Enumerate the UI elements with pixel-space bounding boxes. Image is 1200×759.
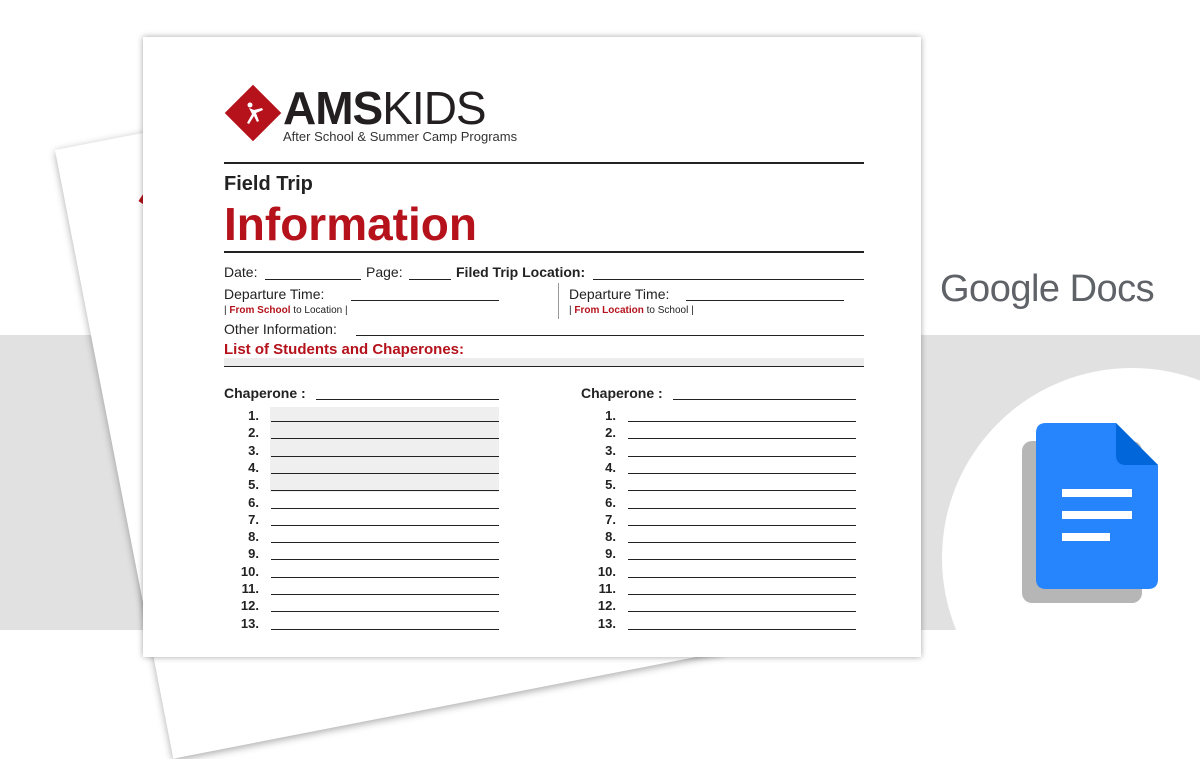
student-row bbox=[582, 425, 842, 442]
student-name-field[interactable] bbox=[271, 421, 499, 422]
student-row bbox=[225, 495, 485, 512]
student-name-field[interactable] bbox=[271, 473, 499, 474]
student-name-field[interactable] bbox=[271, 508, 499, 509]
student-name-field[interactable] bbox=[628, 421, 856, 422]
row-number: 5. bbox=[248, 477, 259, 493]
student-row bbox=[225, 581, 485, 598]
student-row bbox=[225, 616, 485, 633]
document-sheet bbox=[143, 37, 921, 657]
row-number: 10. bbox=[597, 563, 616, 579]
divider bbox=[224, 251, 864, 253]
row-number: 8. bbox=[605, 529, 616, 545]
section-band bbox=[224, 358, 864, 366]
student-row bbox=[225, 425, 485, 442]
row-number: 12. bbox=[240, 598, 259, 614]
to-school-text: to School bbox=[646, 305, 689, 316]
row-number: 3. bbox=[248, 442, 259, 458]
row-number: 7. bbox=[248, 511, 259, 527]
student-name-field[interactable] bbox=[628, 611, 856, 612]
student-row bbox=[582, 495, 842, 512]
chaperone-field-left[interactable] bbox=[316, 399, 499, 400]
student-name-field[interactable] bbox=[628, 577, 856, 578]
chaperone-label-left: Chaperone : bbox=[224, 385, 306, 401]
vertical-separator bbox=[558, 283, 559, 319]
departure-field-right[interactable] bbox=[686, 300, 844, 301]
student-name-field[interactable] bbox=[271, 542, 499, 543]
departure-label-left: Departure Time: bbox=[224, 286, 325, 302]
student-name-field[interactable] bbox=[628, 438, 856, 439]
row-number: 2. bbox=[605, 425, 616, 441]
departure-field-left[interactable] bbox=[351, 300, 499, 301]
date-label: Date: bbox=[224, 264, 258, 280]
from-school-text: From School bbox=[229, 305, 291, 316]
student-row bbox=[582, 581, 842, 598]
student-row bbox=[225, 477, 485, 494]
row-number: 11. bbox=[241, 581, 259, 596]
student-row bbox=[582, 408, 842, 425]
student-name-field[interactable] bbox=[271, 525, 499, 526]
student-row bbox=[582, 546, 842, 563]
row-number: 9. bbox=[605, 546, 616, 562]
section-title: List of Students and Chaperones: bbox=[224, 341, 465, 358]
student-name-field[interactable] bbox=[628, 456, 856, 457]
student-name-field[interactable] bbox=[271, 456, 499, 457]
student-row bbox=[582, 443, 842, 460]
location-label: Filed Trip Location: bbox=[456, 264, 586, 280]
student-name-field[interactable] bbox=[628, 490, 856, 491]
row-number: 4. bbox=[248, 459, 259, 475]
student-row bbox=[225, 443, 485, 460]
departure-note-right: | From Location to School | bbox=[569, 305, 694, 316]
other-info-label: Other Information: bbox=[224, 321, 337, 337]
to-location-text: to Location bbox=[293, 305, 343, 316]
location-field[interactable] bbox=[593, 279, 864, 280]
student-name-field[interactable] bbox=[628, 525, 856, 526]
student-row bbox=[582, 529, 842, 546]
doc-title-line1: Field Trip bbox=[224, 173, 313, 195]
chaperone-label-right: Chaperone : bbox=[581, 385, 663, 401]
student-name-field[interactable] bbox=[271, 594, 499, 595]
student-name-field[interactable] bbox=[628, 542, 856, 543]
departure-note-left: | From School to Location | bbox=[224, 305, 348, 316]
row-number: 10. bbox=[240, 563, 259, 579]
student-name-field[interactable] bbox=[628, 473, 856, 474]
student-row bbox=[225, 408, 485, 425]
student-row bbox=[582, 477, 842, 494]
student-row bbox=[225, 564, 485, 581]
student-row bbox=[582, 598, 842, 615]
student-name-field[interactable] bbox=[271, 490, 499, 491]
row-number: 8. bbox=[248, 529, 259, 545]
student-row bbox=[225, 598, 485, 615]
student-name-field[interactable] bbox=[271, 611, 499, 612]
divider bbox=[224, 162, 864, 164]
student-row bbox=[582, 616, 842, 633]
departure-label-right: Departure Time: bbox=[569, 286, 670, 302]
student-name-field[interactable] bbox=[271, 577, 499, 578]
karate-figure-icon bbox=[241, 101, 265, 125]
row-number: 2. bbox=[248, 425, 259, 441]
student-row bbox=[225, 546, 485, 563]
student-name-field[interactable] bbox=[628, 559, 856, 560]
student-name-field[interactable] bbox=[628, 629, 856, 630]
row-number: 3. bbox=[605, 442, 616, 458]
doc-title-line2: Information bbox=[224, 198, 477, 250]
row-number: 7. bbox=[605, 511, 616, 527]
chaperone-field-right[interactable] bbox=[673, 399, 856, 400]
logo-wordmark bbox=[283, 81, 486, 135]
student-name-field[interactable] bbox=[271, 438, 499, 439]
page-label: Page: bbox=[366, 264, 403, 280]
logo-ams: AMS bbox=[283, 82, 383, 134]
other-info-field[interactable] bbox=[356, 335, 864, 336]
divider bbox=[224, 366, 864, 367]
student-name-field[interactable] bbox=[628, 508, 856, 509]
student-row bbox=[225, 512, 485, 529]
google-docs-icon bbox=[1022, 423, 1162, 603]
student-name-field[interactable] bbox=[628, 594, 856, 595]
logo-tagline: After School & Summer Camp Programs bbox=[283, 129, 518, 144]
student-row bbox=[582, 564, 842, 581]
row-number: 6. bbox=[248, 494, 259, 510]
row-number: 13. bbox=[597, 615, 616, 631]
row-number: 11. bbox=[598, 581, 616, 596]
student-name-field[interactable] bbox=[271, 629, 499, 630]
row-number: 12. bbox=[597, 598, 616, 614]
row-number: 6. bbox=[605, 494, 616, 510]
student-name-field[interactable] bbox=[271, 559, 499, 560]
student-row bbox=[225, 460, 485, 477]
row-number: 4. bbox=[605, 459, 616, 475]
logo-kids: KIDS bbox=[382, 82, 486, 134]
row-number: 13. bbox=[240, 615, 259, 631]
google-docs-label: Google Docs bbox=[940, 268, 1155, 310]
row-number: 1. bbox=[248, 408, 259, 423]
student-row bbox=[582, 460, 842, 477]
page-field[interactable] bbox=[409, 279, 451, 280]
row-number: 9. bbox=[248, 546, 259, 562]
student-row bbox=[225, 529, 485, 546]
row-number: 1. bbox=[605, 408, 616, 423]
from-location-text: From Location bbox=[574, 305, 644, 316]
student-row bbox=[582, 512, 842, 529]
date-field[interactable] bbox=[265, 279, 361, 280]
row-number: 5. bbox=[605, 477, 616, 493]
